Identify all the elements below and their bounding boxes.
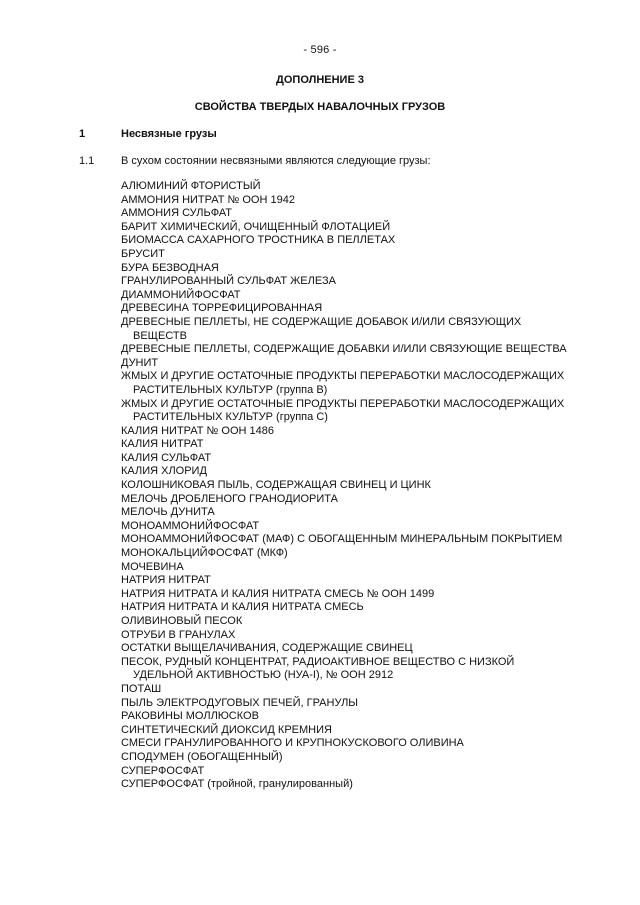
cargo-list-item: ПОТАШ bbox=[121, 682, 162, 695]
cargo-list-item: ГРАНУЛИРОВАННЫЙ СУЛЬФАТ ЖЕЛЕЗА bbox=[121, 275, 336, 288]
cargo-list-item: МОНОАММОНИЙФОСФАТ bbox=[121, 519, 260, 532]
cargo-list-item: ОСТАТКИ ВЫЩЕЛАЧИВАНИЯ, СОДЕРЖАЩИЕ СВИНЕЦ bbox=[121, 642, 413, 655]
cargo-list-item: МЕЛОЧЬ ДУНИТА bbox=[121, 506, 215, 519]
paragraph-number: 1.1 bbox=[79, 155, 95, 167]
cargo-list-item: ОТРУБИ В ГРАНУЛАХ bbox=[121, 628, 236, 641]
section-number: 1 bbox=[79, 128, 86, 140]
annex-title: ДОПОЛНЕНИЕ 3 bbox=[276, 74, 364, 86]
cargo-list-item: ПЫЛЬ ЭЛЕКТРОДУГОВЫХ ПЕЧЕЙ, ГРАНУЛЫ bbox=[121, 696, 359, 709]
cargo-list-item: ДРЕВЕСНЫЕ ПЕЛЛЕТЫ, СОДЕРЖАЩИЕ ДОБАВКИ И/ИЛИ СВЯЗУЮЩИЕ ВЕЩЕСТВА bbox=[121, 343, 567, 356]
cargo-list-item: МОНОАММОНИЙФОСФАТ (МАФ) С ОБОГАЩЕННЫМ МИНЕРАЛЬНЫМ ПОКРЫТИЕМ bbox=[121, 533, 563, 546]
paragraph-text: В сухом состоянии несвязными являются следующие грузы: bbox=[121, 155, 431, 167]
cargo-list-item: БРУСИТ bbox=[121, 247, 165, 260]
cargo-list-item: СПОДУМЕН (ОБОГАЩЕННЫЙ) bbox=[121, 750, 283, 763]
document-title: СВОЙСТВА ТВЕРДЫХ НАВАЛОЧНЫХ ГРУЗОВ bbox=[194, 101, 446, 113]
cargo-list-item: КАЛИЯ НИТРАТ № ООН 1486 bbox=[121, 424, 274, 437]
cargo-list-item: НАТРИЯ НИТРАТА И КАЛИЯ НИТРАТА СМЕСЬ bbox=[121, 601, 364, 614]
cargo-list-item: АЛЮМИНИЙ ФТОРИСТЫЙ bbox=[121, 180, 261, 192]
cargo-list-item: СУПЕРФОСФАТ (тройной, гранулированный) bbox=[121, 778, 353, 791]
page-number: - 596 - bbox=[303, 44, 337, 56]
cargo-list-item: ЖМЫХ И ДРУГИЕ ОСТАТОЧНЫЕ ПРОДУКТЫ ПЕРЕРАБОТКИ МАСЛОСОДЕРЖАЩИХ РАСТИТЕЛЬНЫХ КУЛЬТУР (группа B) bbox=[121, 370, 565, 396]
cargo-list-item: БАРИТ ХИМИЧЕСКИЙ, ОЧИЩЕННЫЙ ФЛОТАЦИЕЙ bbox=[121, 220, 391, 233]
cargo-list-item: РАКОВИНЫ МОЛЛЮСКОВ bbox=[121, 710, 259, 723]
cargo-list-item: ОЛИВИНОВЫЙ ПЕСОК bbox=[121, 615, 243, 627]
cargo-list bbox=[121, 180, 571, 792]
cargo-list-item: КОЛОШНИКОВАЯ ПЫЛЬ, СОДЕРЖАЩАЯ СВИНЕЦ И ЦИНК bbox=[121, 479, 431, 492]
cargo-list-item: АММОНИЯ СУЛЬФАТ bbox=[121, 207, 233, 220]
section-title: Несвязные грузы bbox=[121, 128, 217, 140]
cargo-list-item: ДРЕВЕСИНА ТОРРЕФИЦИРОВАННАЯ bbox=[121, 302, 323, 315]
cargo-list-item: БУРА БЕЗВОДНАЯ bbox=[121, 261, 219, 274]
cargo-list-item: ЖМЫХ И ДРУГИЕ ОСТАТОЧНЫЕ ПРОДУКТЫ ПЕРЕРАБОТКИ МАСЛОСОДЕРЖАЩИХ РАСТИТЕЛЬНЫХ КУЛЬТУР (группа C) bbox=[121, 397, 565, 424]
cargo-list-item: ПЕСОК, РУДНЫЙ КОНЦЕНТРАТ, РАДИОАКТИВНОЕ ВЕЩЕСТВО С НИЗКОЙ УДЕЛЬНОЙ АКТИВНОСТЬЮ (НУА-I), № ООН 2912 bbox=[121, 655, 515, 682]
cargo-list-item: БИОМАССА САХАРНОГО ТРОСТНИКА В ПЕЛЛЕТАХ bbox=[121, 234, 396, 247]
cargo-list-item: СУПЕРФОСФАТ bbox=[121, 764, 205, 777]
cargo-list-item: КАЛИЯ СУЛЬФАТ bbox=[121, 451, 212, 464]
cargo-list-item: МОЧЕВИНА bbox=[121, 560, 184, 573]
cargo-list-item: НАТРИЯ НИТРАТ bbox=[121, 574, 211, 587]
cargo-list-item: КАЛИЯ ХЛОРИД bbox=[121, 465, 207, 478]
cargo-list-item: СМЕСИ ГРАНУЛИРОВАННОГО И КРУПНОКУСКОВОГО ОЛИВИНА bbox=[121, 737, 464, 750]
cargo-list-item: АММОНИЯ НИТРАТ № ООН 1942 bbox=[121, 193, 295, 206]
cargo-list-item: ДИАММОНИЙФОСФАТ bbox=[121, 288, 241, 301]
cargo-list-item: КАЛИЯ НИТРАТ bbox=[121, 438, 204, 451]
cargo-list-item: НАТРИЯ НИТРАТА И КАЛИЯ НИТРАТА СМЕСЬ № ООН 1499 bbox=[121, 587, 435, 600]
cargo-list-item: МОНОКАЛЬЦИЙФОСФАТ (МКФ) bbox=[121, 547, 288, 560]
cargo-list-item: ДУНИТ bbox=[121, 356, 159, 369]
cargo-list-item: МЕЛОЧЬ ДРОБЛЕНОГО ГРАНОДИОРИТА bbox=[121, 492, 338, 505]
cargo-list-item: ДРЕВЕСНЫЕ ПЕЛЛЕТЫ, НЕ СОДЕРЖАЩИЕ ДОБАВОК И/ИЛИ СВЯЗУЮЩИХ ВЕЩЕСТВ bbox=[121, 315, 522, 342]
cargo-list-item: СИНТЕТИЧЕСКИЙ ДИОКСИД КРЕМНИЯ bbox=[121, 723, 332, 736]
